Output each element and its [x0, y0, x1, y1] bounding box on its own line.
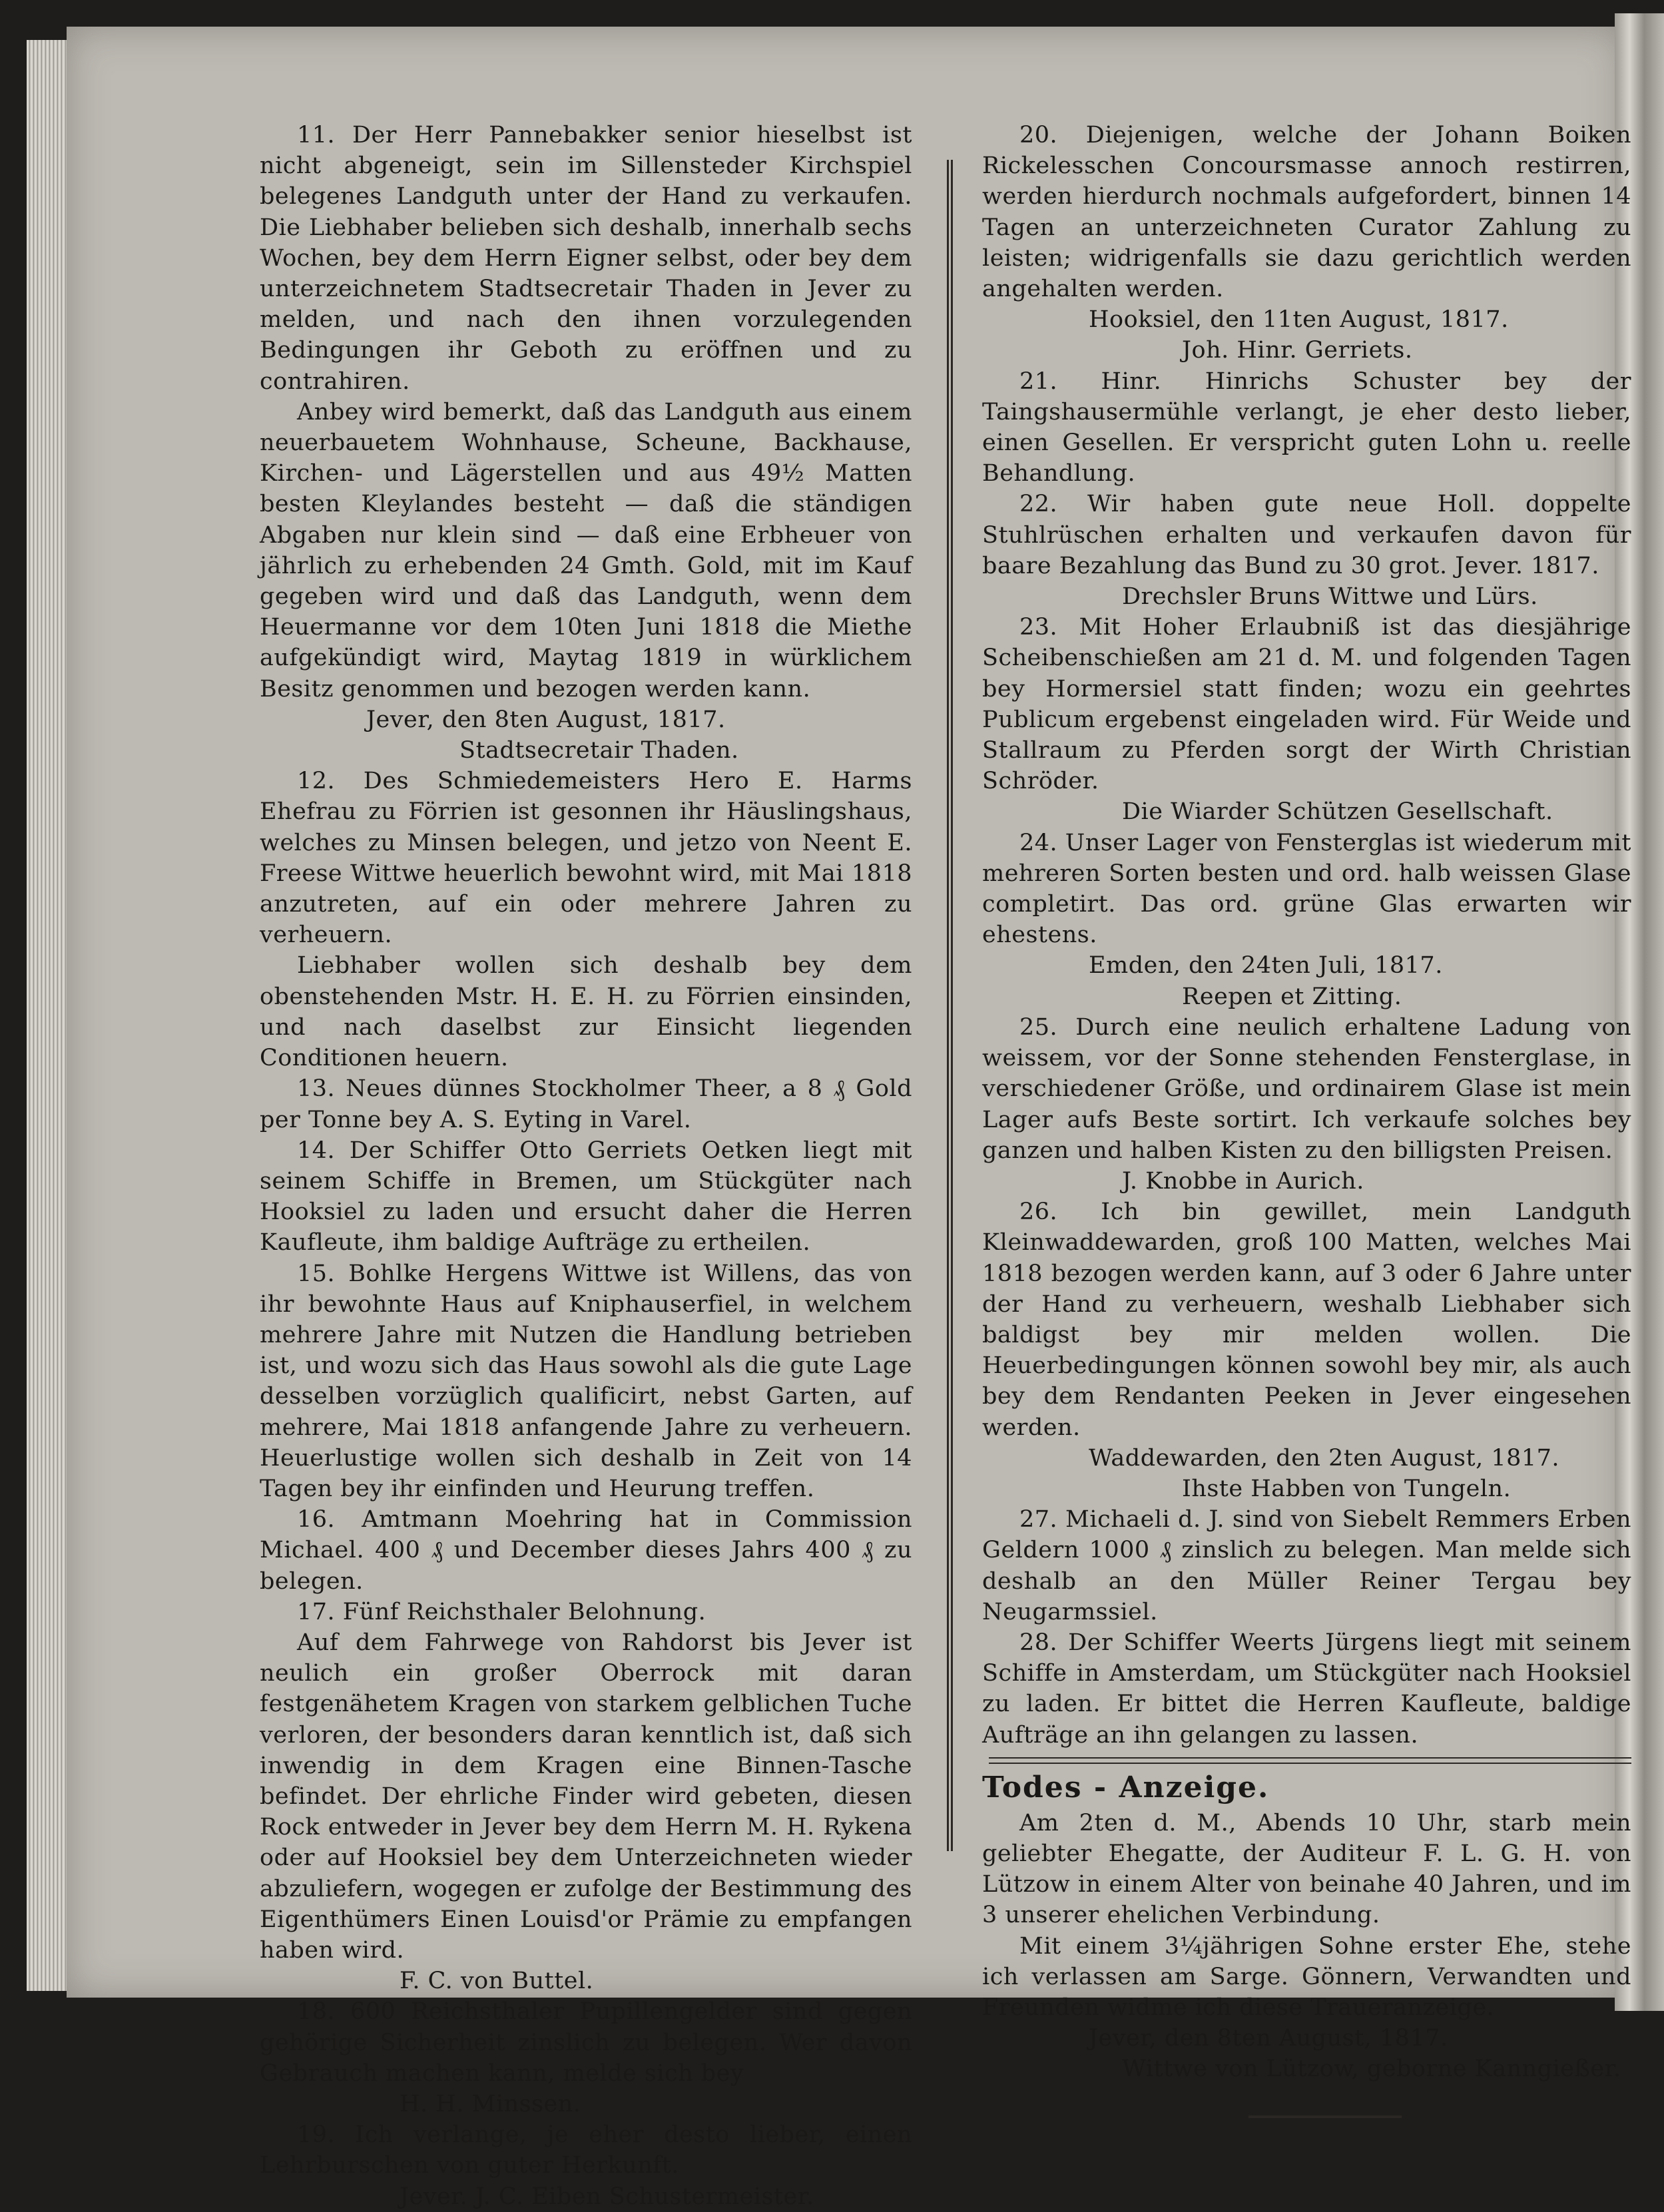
- death-notice-signature: Wittwe von Lützow, geborne Kanngießer.: [1122, 2056, 1621, 2083]
- advertisement: [982, 612, 1631, 827]
- advertisement: [982, 828, 1631, 1012]
- right-column: [982, 120, 1631, 2118]
- advertisement-text: 18. 600 Reichsthaler Pupillengelder sind gegen gehörige Sicherheit zinslich zu belegen. Wer davon Gebrauch machen kann, melde sich bey: [260, 1998, 912, 2087]
- advertisement: [982, 1504, 1631, 1627]
- left-column: [260, 120, 912, 2212]
- advertisement-signature: H. H. Minssen.: [400, 2091, 581, 2117]
- advertisement-signature: Waddewarden, den 2ten August, 1817.: [1089, 1444, 1560, 1472]
- death-notice-place-date: Jever, den 8ten August, 1817.: [1089, 2025, 1448, 2052]
- advertisement: [260, 1504, 912, 1597]
- advertisement: [260, 766, 912, 1073]
- advertisement-text: 20. Diejenigen, welche der Johann Boiken Rickelesschen Concoursmasse annoch restirren, werden hierdurch nochmals aufgefordert, binnen 14 Tagen an unterzeichneten Curator Zahlung zu leisten; widrigenfalls sie dazu gerichtlich werden angehalten werden.: [982, 122, 1631, 303]
- advertisement-text: 17. Fünf Reichsthaler Belohnung.: [297, 1598, 706, 1625]
- advertisement-text: 22. Wir haben gute neue Holl. doppelte Stuhlrüschen erhalten und verkaufen davon für baare Bezahlung das Bund zu 30 grot. Jever. 1817.: [982, 491, 1631, 579]
- advertisement: [982, 366, 1631, 489]
- advertisement-text: 27. Michaeli d. J. sind von Siebelt Remmers Erben Geldern 1000 ₰ zinslich zu belegen. Man melde sich deshalb an den Müller Reiner Tergau bey Neugarmssiel.: [982, 1506, 1631, 1625]
- advertisement-text: 14. Der Schiffer Otto Gerriets Oetken liegt mit seinem Schiffe in Bremen, um Stückgüter nach Hooksiel zu laden und ersucht daher die Herren Kaufleute, ihm baldige Aufträge zu ertheilen.: [260, 1137, 912, 1256]
- advertisement-text: Anbey wird bemerkt, daß das Landguth aus einem neuerbauetem Wohnhause, Scheune, Backhause, Kirchen- und Lägerstellen und aus 49½ Matten besten Kleylandes besteht — daß die ständigen Abgaben nur klein sind — daß eine Erbheuer von jährlich zu erhebenden 24 Gmth. Gold, mit im Kauf gegeben wird und daß das Landguth, wenn dem Heuermanne vor dem 10ten Juni 1818 die Miethe aufgekündigt wird, Maytag 1819 in würklichem Besitz genommen und bezogen werden kann.: [260, 398, 912, 702]
- advertisement-signature: Emden, den 24ten Juli, 1817.: [1089, 952, 1443, 979]
- advertisement: [982, 120, 1631, 366]
- advertisement: [982, 489, 1631, 612]
- advertisement-signature: Stadtsecretair Thaden.: [459, 737, 739, 764]
- advertisement: [260, 1073, 912, 1135]
- advertisement: [260, 1135, 912, 1258]
- advertisement-signature: Jever. J. C. Eiben Schustermeister.: [400, 2183, 814, 2210]
- advertisement-text: 12. Des Schmiedemeisters Hero E. Harms Ehefrau zu Förrien ist gesonnen ihr Häuslingshaus, welches zu Minsen belegen, und jetzo von Neent E. Freese Wittwe heuerlich bewohnt wird, mit Mai 1818 anzutreten, auf ein oder mehrere Jahren zu verheuern.: [260, 768, 912, 949]
- death-notice-title: Todes - Anzeige.: [982, 1770, 1270, 1804]
- advertisement-text: 24. Unser Lager von Fensterglas ist wiederum mit mehreren Sorten besten und ord. halb weissen Glase completirt. Das ord. grüne Glas erwarten wir ehestens.: [982, 829, 1631, 949]
- advertisement-text: Auf dem Fahrwege von Rahdorst bis Jever ist neulich ein großer Oberrock mit daran festgenähetem Kragen von starkem gelblichen Tuche verloren, der besonders daran kenntlich ist, daß sich inwendig in dem Kragen eine Binnen-Tasche befindet. Der ehrliche Finder wird gebeten, diesen Rock entweder in Jever bey dem Herrn M. H. Rykena oder auf Hooksiel bey dem Unterzeichneten wieder abzuliefern, wogegen er zufolge der Bestimmung des Eigenthümers Einen Louisd'or Prämie zu empfangen haben wird.: [260, 1629, 912, 1964]
- advertisement-signature: J. Knobbe in Aurich.: [1122, 1167, 1364, 1195]
- advertisement-text: 11. Der Herr Pannebakker senior hieselbst ist nicht abgeneigt, sein im Sillensteder Kirchspiel belegenes Landguth unter der Hand zu verkaufen. Die Liebhaber belieben sich deshalb, innerhalb sechs Wochen, bey dem Herrn Eigner selbst, oder bey dem unterzeichnetem Stadtsecretair Thaden in Jever zu melden, und nach den ihnen vorzulegenden Bedingungen ihr Geboth zu eröffnen und zu contrahiren.: [260, 122, 912, 395]
- advertisement-text: 16. Amtmann Moehring hat in Commission Michael. 400 ₰ und December dieses Jahrs 400 ₰ zu belegen.: [260, 1506, 912, 1595]
- advertisement: [982, 1627, 1631, 1751]
- advertisement-text: 21. Hinr. Hinrichs Schuster bey der Taingshausermühle verlangt, je eher desto lieber, einen Gesellen. Er verspricht guten Lohn u. reelle Behandlung.: [982, 368, 1631, 487]
- death-notice: [982, 1768, 1631, 2085]
- advertisement-text: 28. Der Schiffer Weerts Jürgens liegt mit seinem Schiffe in Amsterdam, um Stückgüter nach Hooksiel zu laden. Er bittet die Herren Kaufleute, baldige Aufträge an ihn gelangen zu lassen.: [982, 1629, 1631, 1749]
- advertisement: [260, 1597, 912, 1997]
- advertisement: [260, 2119, 912, 2212]
- advertisement-signature: Reepen et Zitting.: [1182, 983, 1402, 1010]
- death-notice-text: Mit einem 3¼jährigen Sohne erster Ehe, stehe ich verlassen am Sarge. Gönnern, Verwandten und Freunden widme ich diese Traueranzeige.: [982, 1932, 1631, 2021]
- advertisement-signature: Jever, den 8ten August, 1817.: [366, 706, 726, 733]
- end-rule: [1248, 2115, 1402, 2118]
- advertisement-text: Liebhaber wollen sich deshalb bey dem obenstehenden Mstr. H. E. H. zu Förrien einsinden, und nach daselbst zur Einsicht liegenden Conditionen heuern.: [260, 952, 912, 1072]
- advertisement-text: 26. Ich bin gewillet, mein Landguth Kleinwaddewarden, groß 100 Matten, welches Mai 1818 bezogen werden kann, auf 3 oder 6 Jahre unter der Hand zu verheuern, weshalb Liebhaber sich baldigst bey mir melden wollen. Die Heuerbedingungen können sowohl bey mir, als auch bey dem Rendanten Peeken in Jever eingesehen werden.: [982, 1199, 1631, 1441]
- advertisement-signature: Die Wiarder Schützen Gesellschaft.: [1122, 798, 1553, 826]
- advertisement-text: 23. Mit Hoher Erlaubniß ist das diesjährige Scheibenschießen am 21 d. M. und folgenden Tagen bey Hormersiel statt finden; wozu ein geehrtes Publicum ergebenst eingeladen wird. Für Weide und Stallraum zu Pferden sorgt der Wirth Christian Schröder.: [982, 614, 1631, 795]
- advertisement-text: 19. Ich verlange, je eher desto lieber, einen Lehrburschen von guter Herkunft.: [260, 2121, 912, 2179]
- advertisement: [260, 1996, 912, 2119]
- advertisement-signature: Hooksiel, den 11ten August, 1817.: [1089, 306, 1509, 334]
- section-rule: [989, 1757, 1631, 1764]
- column-divider: [947, 160, 953, 1851]
- right-column-ads: [982, 120, 1631, 1751]
- death-notice-text: Am 2ten d. M., Abends 10 Uhr, starb mein geliebter Ehegatte, der Auditeur F. L. G. H. von Lützow in einem Alter von beinahe 40 Jahren, und im 3 unserer ehelichen Verbindung.: [982, 1809, 1631, 1929]
- advertisement-signature: Ihste Habben von Tungeln.: [1182, 1475, 1512, 1502]
- advertisement-text: 13. Neues dünnes Stockholmer Theer, a 8 ₰ Gold per Tonne bey A. S. Eyting in Varel.: [260, 1075, 912, 1133]
- advertisement-text: 25. Durch eine neulich erhaltene Ladung von weissem, vor der Sonne stehenden Fensterglase, in verschiedener Größe, und ordinairem Glase ist mein Lager aufs Beste sortirt. Ich verkaufe solches bey ganzen und halben Kisten zu den billigsten Preisen.: [982, 1013, 1631, 1164]
- advertisement-signature: Drechsler Bruns Wittwe und Lürs.: [1122, 583, 1538, 611]
- advertisement: [982, 1012, 1631, 1197]
- advertisement-signature: F. C. von Buttel.: [400, 1968, 594, 1995]
- advertisement: [260, 1258, 912, 1505]
- advertisement-signature: Joh. Hinr. Gerriets.: [1182, 337, 1413, 364]
- advertisement-text: 15. Bohlke Hergens Wittwe ist Willens, das von ihr bewohnte Haus auf Kniphauserfiel, in welchem mehrere Jahre mit Nutzen die Handlung betrieben ist, und wozu sich das Haus sowohl als die gute Lage desselben vorzüglich qualificirt, nebst Garten, auf mehrere, Mai 1818 anfangende Jahre zu verheuern. Heuerlustige wollen sich deshalb in Zeit von 14 Tagen bey ihr einfinden und Heurung treffen.: [260, 1260, 912, 1502]
- advertisement: [260, 120, 912, 766]
- advertisement: [982, 1197, 1631, 1504]
